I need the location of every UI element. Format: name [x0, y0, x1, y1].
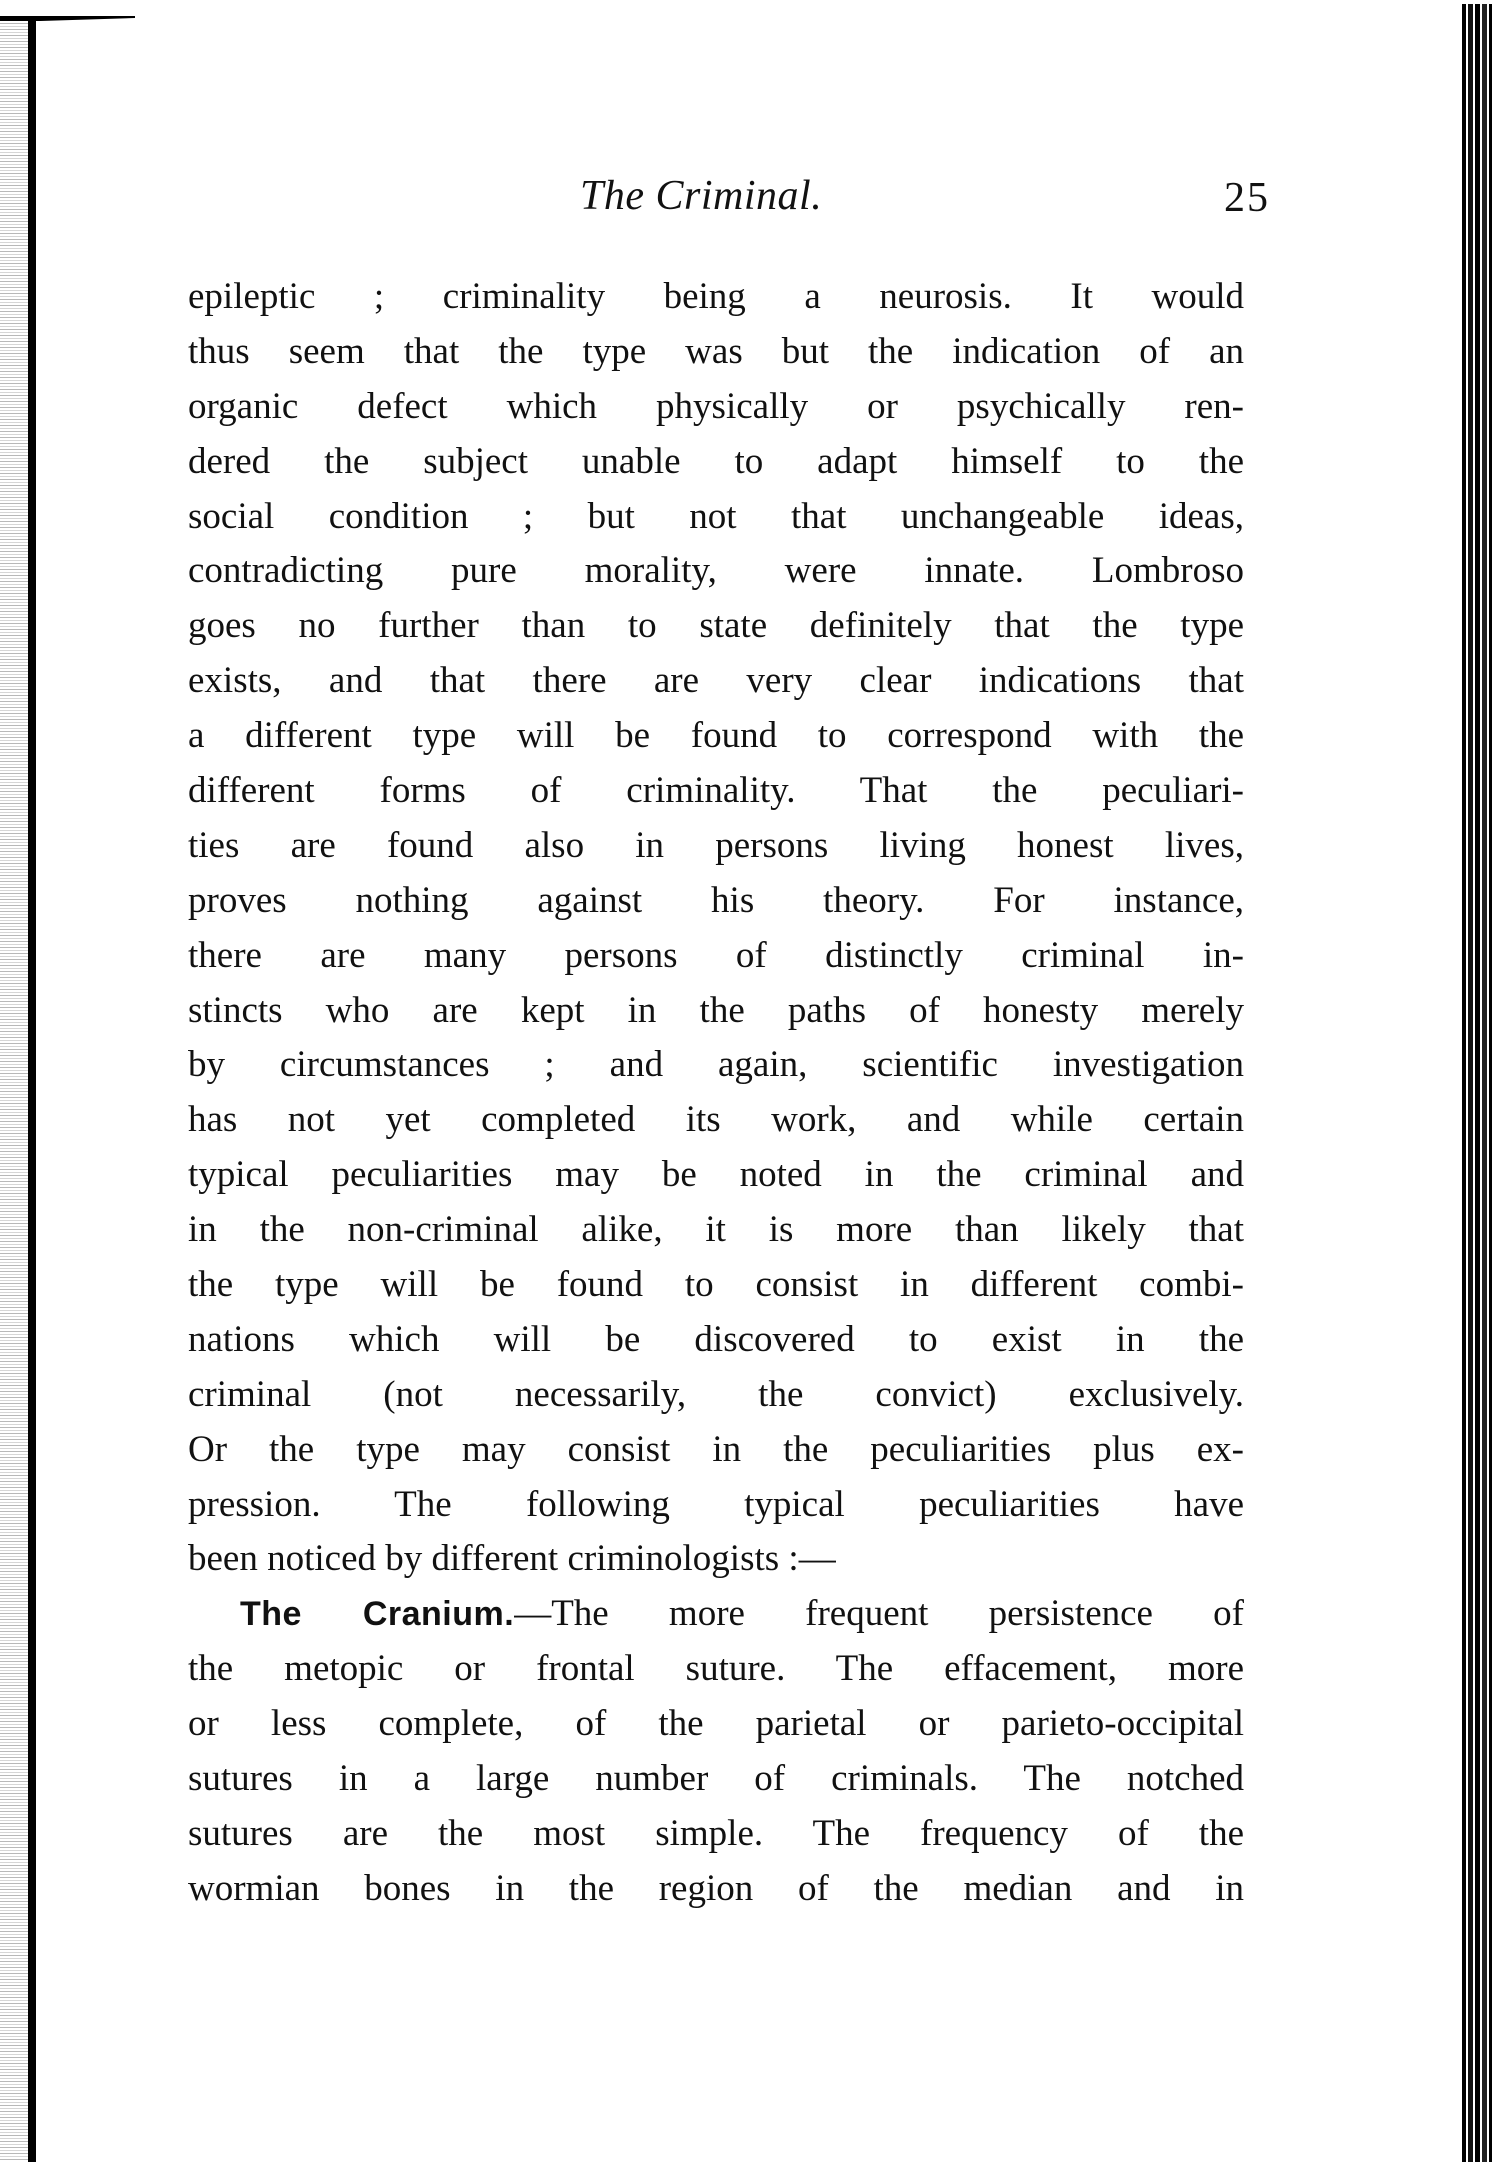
text-line: ties are found also in persons living honest lives, — [188, 824, 1244, 866]
text-line: or less complete, of the parietal or parieto-occipital — [188, 1703, 1244, 1745]
text-line: exists, and that there are very clear indications that — [188, 660, 1244, 702]
text-line: pression. The following typical peculiarities have — [188, 1483, 1244, 1525]
text-line: nations which will be discovered to exist in the — [188, 1318, 1244, 1360]
text-line: thus seem that the type was but the indication of an — [188, 330, 1244, 372]
text-line: Or the type may consist in the peculiarities plus ex- — [188, 1428, 1244, 1470]
text-line: contradicting pure morality, were innate. Lombroso — [188, 550, 1244, 592]
text-line: wormian bones in the region of the median and in — [188, 1867, 1244, 1909]
top-corner-rule — [0, 16, 135, 21]
text-line: different forms of criminality. That the peculiari- — [188, 770, 1244, 812]
text-line: dered the subject unable to adapt himself to the — [188, 440, 1244, 482]
left-binding-rule — [28, 20, 36, 2162]
text-line: epileptic ; criminality being a neurosis. It would — [188, 276, 1244, 317]
text-line: criminal (not necessarily, the convict) exclusively. — [188, 1373, 1244, 1415]
text-line: the type will be found to consist in different combi- — [188, 1264, 1244, 1306]
body-text — [188, 270, 1244, 1917]
paragraph-2 — [188, 1587, 1244, 1916]
text-line: sutures in a large number of criminals. The notched — [188, 1758, 1244, 1800]
text-line: by circumstances ; and again, scientific investigation — [188, 1044, 1244, 1086]
section-heading: The Cranium. — [240, 1595, 515, 1634]
text-line-rest: —The more frequent persistence of — [514, 1593, 1244, 1635]
page-number: 25 — [1224, 175, 1270, 221]
text-line: in the non-criminal alike, it is more than likely that — [188, 1209, 1244, 1251]
text-line: a different type will be found to correspond with the — [188, 715, 1244, 757]
text-line: has not yet completed its work, and while certain — [188, 1099, 1244, 1141]
text-line: stincts who are kept in the paths of honesty merely — [188, 989, 1244, 1031]
right-page-edge — [1462, 4, 1492, 2162]
text-line: organic defect which physically or psychically ren- — [188, 385, 1244, 427]
page-header — [580, 172, 1270, 232]
text-line: the metopic or frontal suture. The effacement, more — [188, 1648, 1244, 1690]
text-line: social condition ; but not that unchangeable ideas, — [188, 495, 1244, 537]
text-line — [188, 1587, 1244, 1642]
running-title: The Criminal. — [580, 173, 823, 219]
text-line: sutures are the most simple. The frequency of the — [188, 1812, 1244, 1854]
text-line: been noticed by different criminologists :— — [188, 1538, 836, 1580]
text-line: proves nothing against his theory. For instance, — [188, 879, 1244, 921]
text-line: there are many persons of distinctly criminal in- — [188, 934, 1244, 976]
left-page-edge — [0, 18, 30, 2162]
paragraph-1 — [188, 270, 1244, 1587]
text-line: goes no further than to state definitely that the type — [188, 605, 1244, 647]
text-line: typical peculiarities may be noted in the criminal and — [188, 1154, 1244, 1196]
